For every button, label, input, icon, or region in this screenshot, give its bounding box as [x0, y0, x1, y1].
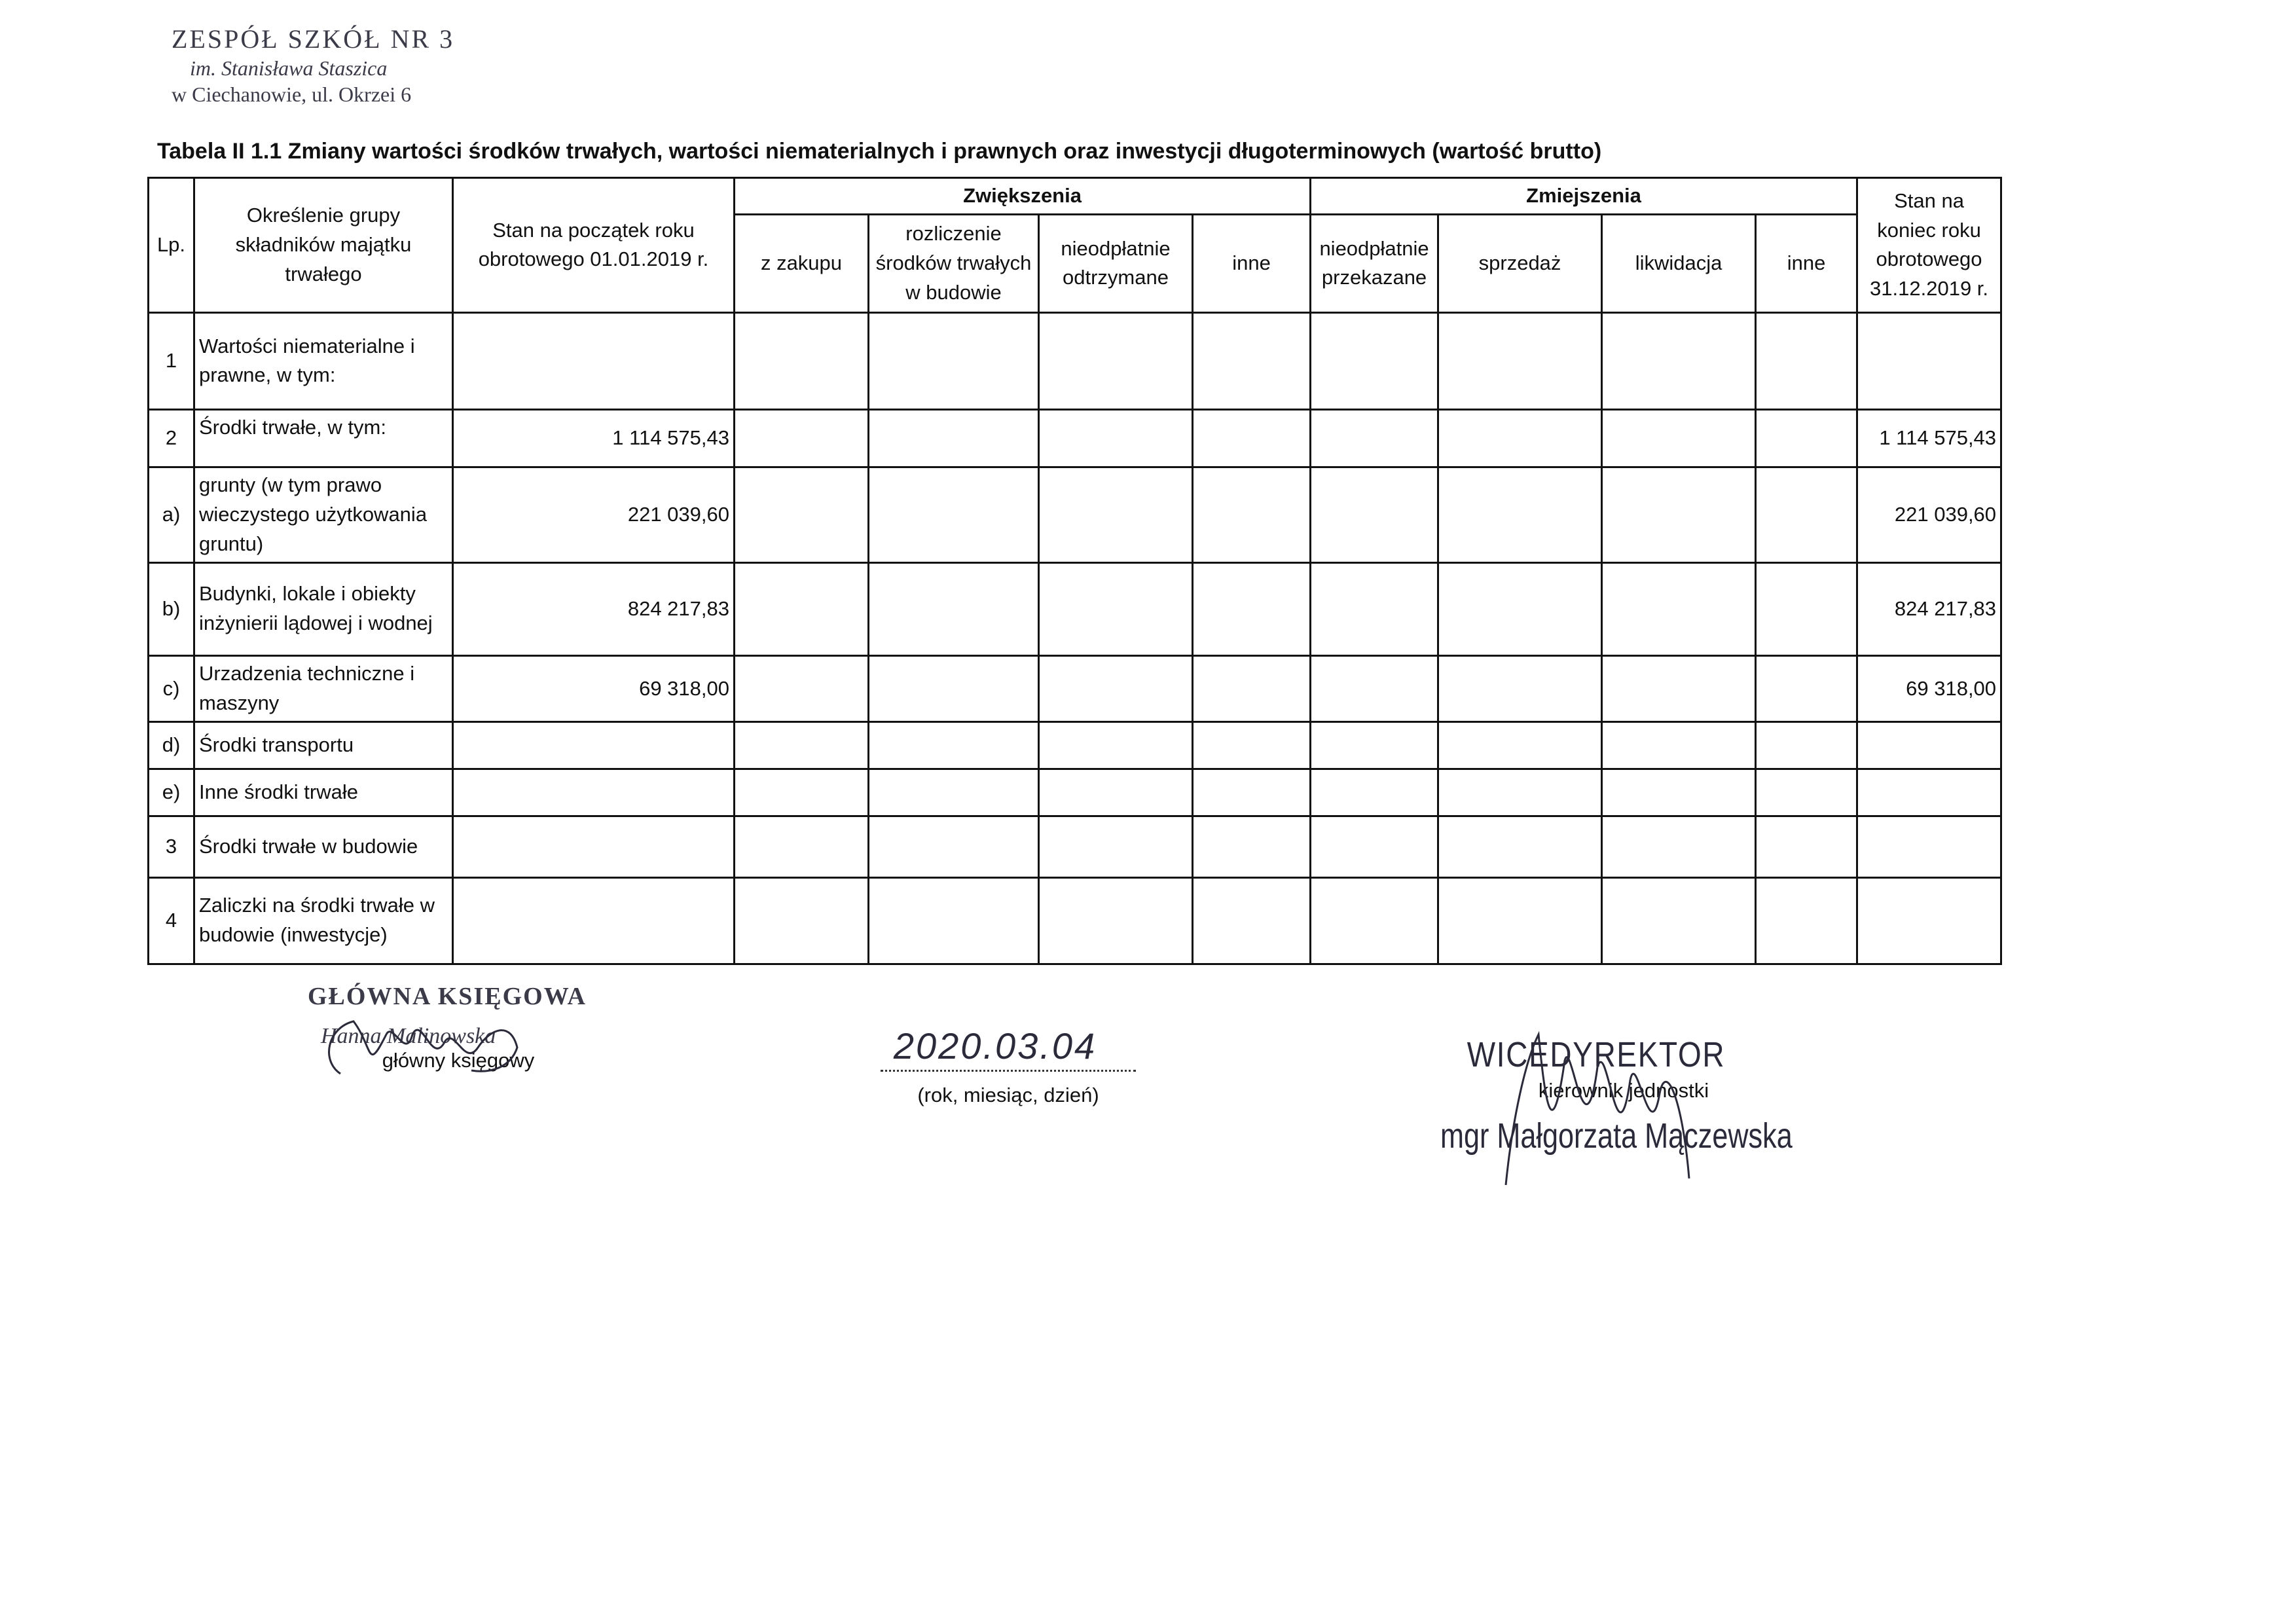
row-lp: 3: [149, 816, 194, 877]
row-start: 1 114 575,43: [453, 409, 735, 467]
row-end: 69 318,00: [1857, 655, 2001, 721]
header-inc-free: nieodpłatnie odtrzymane: [1039, 214, 1193, 312]
row-start: [453, 312, 735, 409]
date-value: 2020.03.04: [881, 1025, 1136, 1072]
school-stamp: [172, 26, 454, 105]
row-name: Zaliczki na środki trwałe w budowie (inwestycje): [194, 877, 453, 964]
row-lp: 2: [149, 409, 194, 467]
row-end: [1857, 721, 2001, 769]
row-lp: d): [149, 721, 194, 769]
header-lp: Lp.: [149, 178, 194, 313]
date-caption: (rok, miesiąc, dzień): [917, 1084, 1099, 1106]
header-dec-other: inne: [1756, 214, 1857, 312]
director-name: mgr Małgorzata Mączewska: [1440, 1116, 1793, 1156]
director-scribble: [1493, 1021, 1715, 1218]
row-lp: c): [149, 655, 194, 721]
date-block: [864, 1025, 1152, 1107]
school-stamp-line1: ZESPÓŁ SZKÓŁ NR 3: [172, 24, 455, 54]
header-dec-liquidation: likwidacja: [1602, 214, 1756, 312]
director-stamp: WICEDYREKTOR: [1467, 1035, 1726, 1074]
row-lp: 4: [149, 877, 194, 964]
row-end: [1857, 877, 2001, 964]
header-dec-free: nieodpłatnie przekazane: [1311, 214, 1438, 312]
row-name: Środki transportu: [194, 721, 453, 769]
row-end: 221 039,60: [1857, 467, 2001, 562]
row-start: 69 318,00: [453, 655, 735, 721]
row-end: [1857, 312, 2001, 409]
row-start: 221 039,60: [453, 467, 735, 562]
row-lp: a): [149, 467, 194, 562]
row-start: 824 217,83: [453, 562, 735, 655]
row-lp: 1: [149, 312, 194, 409]
header-inc-other: inne: [1193, 214, 1311, 312]
chief-accountant-stamp: GŁÓWNA KSIĘGOWA: [308, 983, 587, 1010]
header-inc-purchase: z zakupu: [735, 214, 869, 312]
header-increases: Zwiększenia: [735, 178, 1311, 215]
header-decreases: Zmiejszenia: [1311, 178, 1857, 215]
row-start: [453, 769, 735, 816]
row-end: 824 217,83: [1857, 562, 2001, 655]
chief-accountant-caption: główny księgowy: [382, 1049, 535, 1072]
school-stamp-line2: im. Stanisława Staszica: [190, 56, 388, 80]
row-start: [453, 816, 735, 877]
row-name: Wartości niematerialne i prawne, w tym:: [194, 312, 453, 409]
table-row: [149, 877, 2001, 964]
chief-accountant-name: Hanna Malinowska: [321, 1024, 496, 1048]
row-lp: b): [149, 562, 194, 655]
row-name: Urzadzenia techniczne i maszyny: [194, 655, 453, 721]
row-start: [453, 721, 735, 769]
school-stamp-line3: w Ciechanowie, ul. Okrzei 6: [172, 82, 412, 106]
table-row: [149, 312, 2001, 409]
table-row: [149, 721, 2001, 769]
table-title: Tabela II 1.1 Zmiany wartości środków trwałych, wartości niematerialnych i prawnych oraz inwestycji długoterminowych (wartość brutto): [157, 139, 1602, 164]
header-group: Określenie grupy składników majątku trwałego: [194, 178, 453, 313]
table-row: [149, 655, 2001, 721]
header-dec-sale: sprzedaż: [1438, 214, 1602, 312]
row-name: Środki trwałe w budowie: [194, 816, 453, 877]
director-caption: kierownik jednostki: [1538, 1079, 1709, 1102]
row-name: Inne środki trwałe: [194, 769, 453, 816]
table-row: [149, 467, 2001, 562]
row-end: 1 114 575,43: [1857, 409, 2001, 467]
table-row: [149, 816, 2001, 877]
row-name: Budynki, lokale i obiekty inżynierii lądowej i wodnej: [194, 562, 453, 655]
table-row: [149, 409, 2001, 467]
header-start: Stan na początek roku obrotowego 01.01.2019 r.: [453, 178, 735, 313]
assets-table: [147, 177, 2002, 965]
header-inc-settlement: rozliczenie środków trwałych w budowie: [869, 214, 1039, 312]
header-end: Stan na koniec roku obrotowego 31.12.2019 r.: [1857, 178, 2001, 313]
row-name: grunty (w tym prawo wieczystego użytkowania gruntu): [194, 467, 453, 562]
table-row: [149, 562, 2001, 655]
row-name: Środki trwałe, w tym:: [194, 409, 453, 467]
row-end: [1857, 816, 2001, 877]
table-row: [149, 769, 2001, 816]
row-lp: e): [149, 769, 194, 816]
row-end: [1857, 769, 2001, 816]
chief-accountant-scribble: [314, 1008, 537, 1093]
row-start: [453, 877, 735, 964]
